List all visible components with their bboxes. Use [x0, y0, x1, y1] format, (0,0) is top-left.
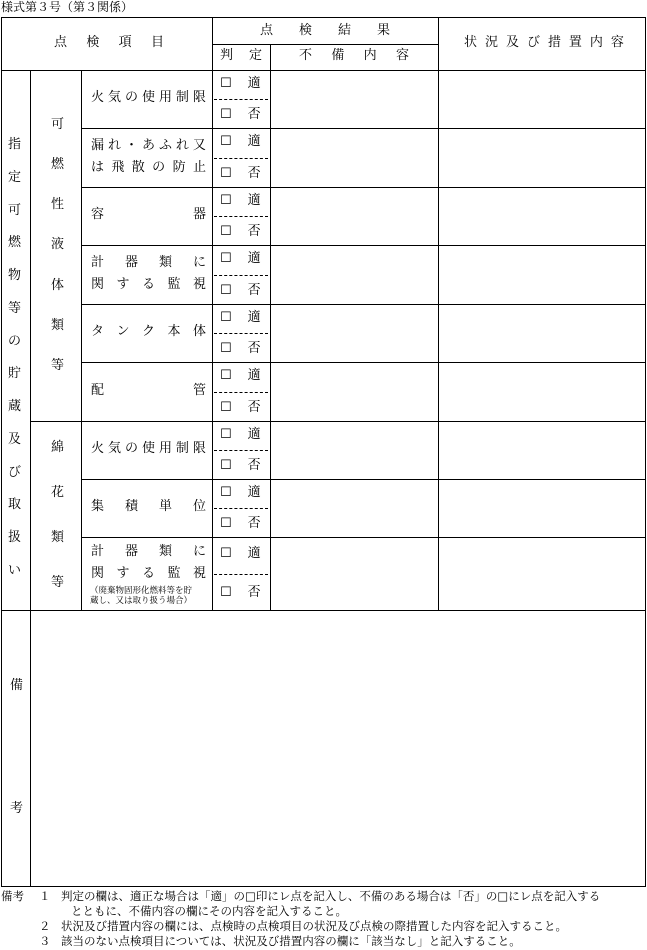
- ng-label: 否: [247, 458, 261, 473]
- checkbox-icon[interactable]: ☐: [220, 107, 232, 122]
- ng-label: 否: [247, 283, 261, 298]
- row-divider-line: [81, 187, 645, 188]
- row-divider-line: [81, 479, 645, 480]
- item-note-line: 蔵し、又は取り扱う場合）: [90, 595, 193, 606]
- checkbox-icon[interactable]: ☐: [220, 224, 232, 239]
- checkbox-icon[interactable]: ☐: [220, 341, 232, 356]
- category-col-line: [30, 70, 31, 886]
- item-label-line: 火 気 の 使 用 制 限: [91, 441, 206, 456]
- ok-label: 適: [247, 368, 261, 383]
- inspection-form: [1, 17, 646, 887]
- ng-label: 否: [247, 400, 261, 415]
- group-label: 綿 花 類 等: [51, 440, 65, 590]
- remarks-label-char: 考: [10, 801, 24, 816]
- item-label-line: 計 器 類 に: [91, 543, 206, 559]
- ok-label: 適: [247, 193, 261, 208]
- item-label-line: 火 気 の 使 用 制 限: [91, 90, 206, 105]
- judgement-divider: [214, 275, 268, 276]
- ok-checkbox[interactable]: [220, 428, 261, 442]
- row-divider-line: [81, 128, 645, 129]
- ng-label: 否: [247, 224, 261, 239]
- row-divider-line: [81, 537, 645, 538]
- ng-label: 否: [247, 341, 261, 356]
- ok-label: 適: [247, 546, 261, 561]
- checkbox-icon[interactable]: ☐: [220, 400, 232, 415]
- item-label-line: 容 器: [91, 207, 206, 222]
- checkbox-icon[interactable]: ☐: [220, 134, 232, 149]
- checkbox-icon[interactable]: ☐: [220, 283, 232, 298]
- ok-checkbox[interactable]: [220, 311, 261, 325]
- remarks-top-line: [2, 610, 645, 611]
- checkbox-icon[interactable]: ☐: [220, 546, 232, 561]
- judgement-col-line: [212, 18, 213, 610]
- item-note-line: （廃棄物固形化燃料等を貯: [90, 585, 193, 596]
- header-judgement-label: 判 定: [220, 48, 262, 63]
- ng-checkbox[interactable]: [220, 284, 261, 298]
- ok-checkbox[interactable]: [220, 77, 261, 91]
- ng-label: 否: [247, 516, 261, 531]
- note-number: ３: [39, 934, 51, 948]
- category-label: 指 定 可 燃 物 等 の 貯 蔵 及 び 取 扱 い: [8, 137, 22, 578]
- note-text: 状況及び措置内容の欄には、点検時の点検項目の状況及び点検の際措置した内容を記入すること。: [61, 919, 567, 933]
- ng-label: 否: [247, 585, 261, 600]
- ng-label: 否: [247, 107, 261, 122]
- ok-label: 適: [247, 251, 261, 266]
- item-label-line: 集 積 単 位: [91, 499, 206, 514]
- ng-label: 否: [247, 166, 261, 181]
- item-label-line: 関 す る 監 視: [91, 276, 206, 292]
- item-label-line: は 飛 散 の 防 止: [91, 159, 206, 175]
- checkbox-icon[interactable]: ☐: [220, 585, 232, 600]
- judgement-divider: [214, 333, 268, 334]
- group-col-line: [81, 70, 82, 610]
- group-label: 可 燃 性 液 体 類 等: [51, 117, 65, 373]
- note-number: １: [39, 889, 51, 903]
- ng-checkbox[interactable]: [220, 225, 261, 239]
- ok-label: 適: [247, 310, 261, 325]
- ok-checkbox[interactable]: [220, 135, 261, 149]
- header-item-label: 点 検 項 目: [54, 35, 164, 50]
- form-title: 様式第３号（第３関係）: [1, 0, 134, 14]
- judgement-divider: [214, 450, 268, 451]
- group-divider-line: [30, 421, 645, 422]
- checkbox-icon[interactable]: ☐: [220, 310, 232, 325]
- checkbox-icon[interactable]: ☐: [220, 251, 232, 266]
- notes-label: 備考: [1, 889, 24, 903]
- status-col-line: [438, 18, 439, 610]
- item-label-line: 漏 れ ・ あ ふ れ 又: [91, 137, 206, 153]
- ng-checkbox[interactable]: [220, 517, 261, 531]
- row-divider-line: [81, 362, 645, 363]
- header-defect-label: 不 備 内 容: [299, 48, 409, 63]
- item-label-line: タ ン ク 本 体: [91, 324, 206, 339]
- judgement-divider: [214, 392, 268, 393]
- ok-label: 適: [247, 76, 261, 91]
- ok-checkbox[interactable]: [220, 194, 261, 208]
- checkbox-icon[interactable]: ☐: [220, 166, 232, 181]
- note-text: 判定の欄は、適正な場合は「適」の□印にレ点を記入し、不備のある場合は「否」の□にレ点を記入する: [61, 889, 601, 903]
- note-number: ２: [39, 919, 51, 933]
- ng-checkbox[interactable]: [220, 108, 261, 122]
- judgement-divider: [214, 574, 268, 575]
- judgement-divider: [214, 508, 268, 509]
- checkbox-icon[interactable]: ☐: [220, 427, 232, 442]
- remarks-label-char: 備: [10, 678, 24, 693]
- ok-checkbox[interactable]: [220, 369, 261, 383]
- row-divider-line: [81, 304, 645, 305]
- judgement-divider: [214, 99, 268, 100]
- header-mid-line: [212, 44, 438, 45]
- header-bottom-line: [2, 70, 645, 71]
- header-result-label: 点 検 結 果: [260, 23, 390, 38]
- item-label-line: 配 管: [91, 382, 206, 398]
- ok-label: 適: [247, 427, 261, 442]
- ok-checkbox[interactable]: [220, 486, 261, 500]
- checkbox-icon[interactable]: ☐: [220, 516, 232, 531]
- ng-checkbox[interactable]: [220, 459, 261, 473]
- note-text: 該当のない点検項目については、状況及び措置内容の欄に「該当なし」と記入すること。: [61, 934, 521, 948]
- row-divider-line: [81, 245, 645, 246]
- ok-checkbox[interactable]: [220, 547, 261, 561]
- checkbox-icon[interactable]: ☐: [220, 458, 232, 473]
- checkbox-icon[interactable]: ☐: [220, 485, 232, 500]
- ok-label: 適: [247, 485, 261, 500]
- judgement-divider: [214, 216, 268, 217]
- checkbox-icon[interactable]: ☐: [220, 193, 232, 208]
- judgement-divider: [214, 158, 268, 159]
- ng-checkbox[interactable]: [220, 586, 261, 600]
- checkbox-icon[interactable]: ☐: [220, 368, 232, 383]
- item-label-line: 関 す る 監 視: [91, 565, 206, 581]
- ng-checkbox[interactable]: [220, 401, 261, 415]
- header-status-label: 状 況 及 び 措 置 内 容: [464, 35, 624, 50]
- ok-checkbox[interactable]: [220, 252, 261, 266]
- note-text: とともに、不備内容の欄にその内容を記入すること。: [71, 904, 347, 918]
- item-label-line: 計 器 類 に: [91, 254, 206, 270]
- checkbox-icon[interactable]: ☐: [220, 76, 232, 91]
- ok-label: 適: [247, 134, 261, 149]
- ng-checkbox[interactable]: [220, 342, 261, 356]
- ng-checkbox[interactable]: [220, 167, 261, 181]
